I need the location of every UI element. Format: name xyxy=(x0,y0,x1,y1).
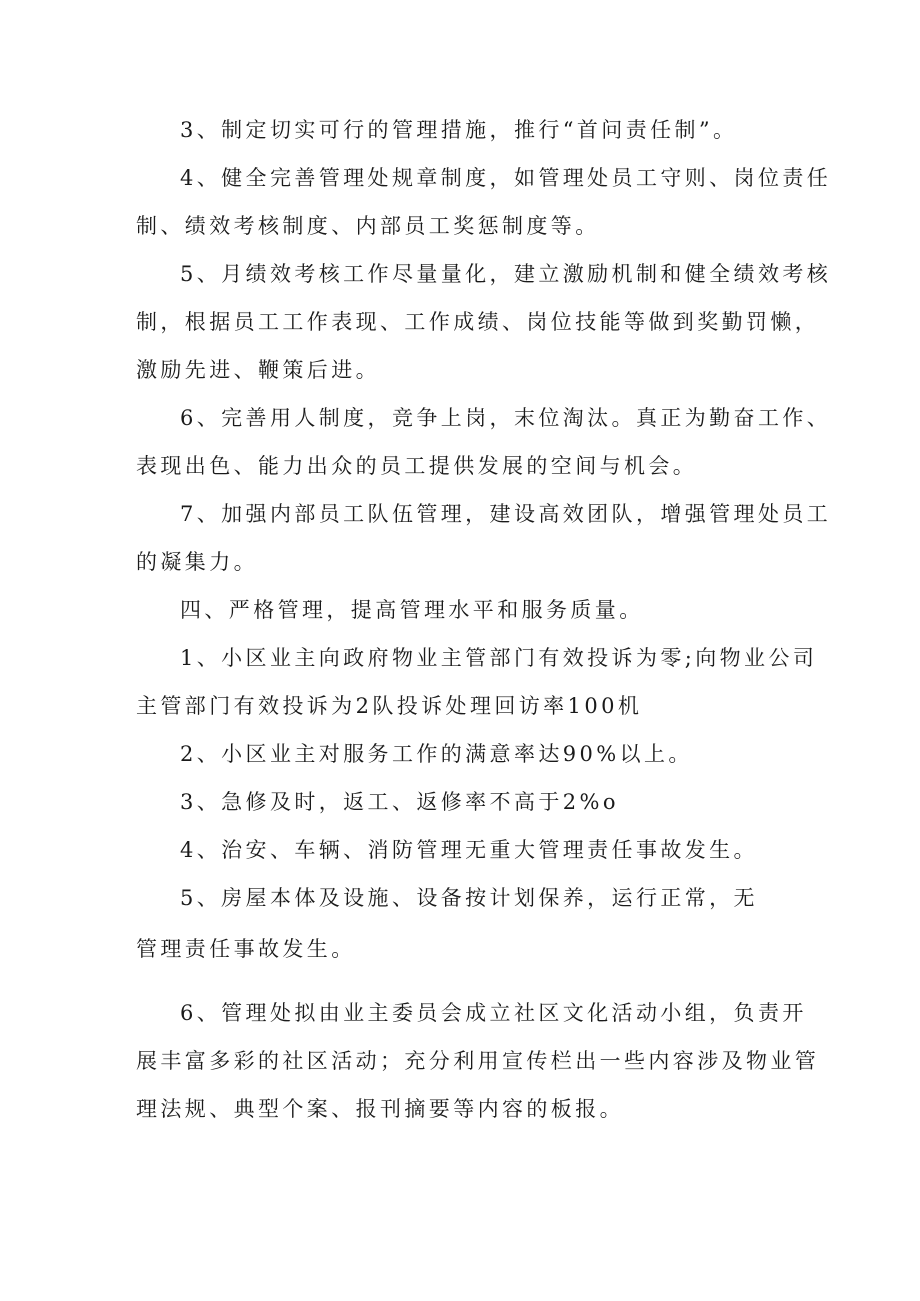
paragraph-line: 主管部门有效投诉为2队投诉处理回访率100机 xyxy=(136,694,643,718)
paragraph-line: 3、急修及时，返工、返修率不高于2%o xyxy=(180,790,619,814)
paragraph-line: 7、加强内部员工队伍管理，建设高效团队，增强管理处员工 xyxy=(180,502,832,526)
paragraph-line: 激励先进、鞭策后进。 xyxy=(136,358,380,382)
paragraph-line: 4、健全完善管理处规章制度，如管理处员工守则、岗位责任 xyxy=(180,166,832,190)
paragraph-line: 2、小区业主对服务工作的满意率达90%以上。 xyxy=(180,742,693,766)
paragraph-line: 6、完善用人制度，竞争上岗，末位淘汰。真正为勤奋工作、 xyxy=(180,406,832,430)
paragraph-line: 制、绩效考核制度、内部员工奖惩制度等。 xyxy=(136,214,600,238)
paragraph-line: 理法规、典型个案、报刊摘要等内容的板报。 xyxy=(136,1097,624,1121)
paragraph-line: 5、月绩效考核工作尽量量化，建立激励机制和健全绩效考核 xyxy=(180,262,832,286)
paragraph-line: 管理责任事故发生。 xyxy=(136,937,356,961)
paragraph-line: 展丰富多彩的社区活动；充分利用宣传栏出一些内容涉及物业管 xyxy=(136,1049,820,1073)
paragraph-line: 表现出色、能力出众的员工提供发展的空间与机会。 xyxy=(136,454,698,478)
paragraph-line: 1、小区业主向政府物业主管部门有效投诉为零;向物业公司 xyxy=(180,646,818,670)
section-heading: 四、严格管理，提高管理水平和服务质量。 xyxy=(180,598,644,622)
paragraph-line: 的凝集力。 xyxy=(136,550,258,574)
paragraph-line: 3、制定切实可行的管理措施，推行“首问责任制”。 xyxy=(180,118,738,142)
paragraph-line: 5、房屋本体及设施、设备按计划保养，运行正常，无 xyxy=(180,886,758,910)
paragraph-line: 6、管理处拟由业主委员会成立社区文化活动小组，负责开 xyxy=(180,1001,807,1025)
paragraph-line: 制，根据员工工作表现、工作成绩、岗位技能等做到奖勤罚懒， xyxy=(136,310,820,334)
paragraph-line: 4、治安、车辆、消防管理无重大管理责任事故发生。 xyxy=(180,838,758,862)
